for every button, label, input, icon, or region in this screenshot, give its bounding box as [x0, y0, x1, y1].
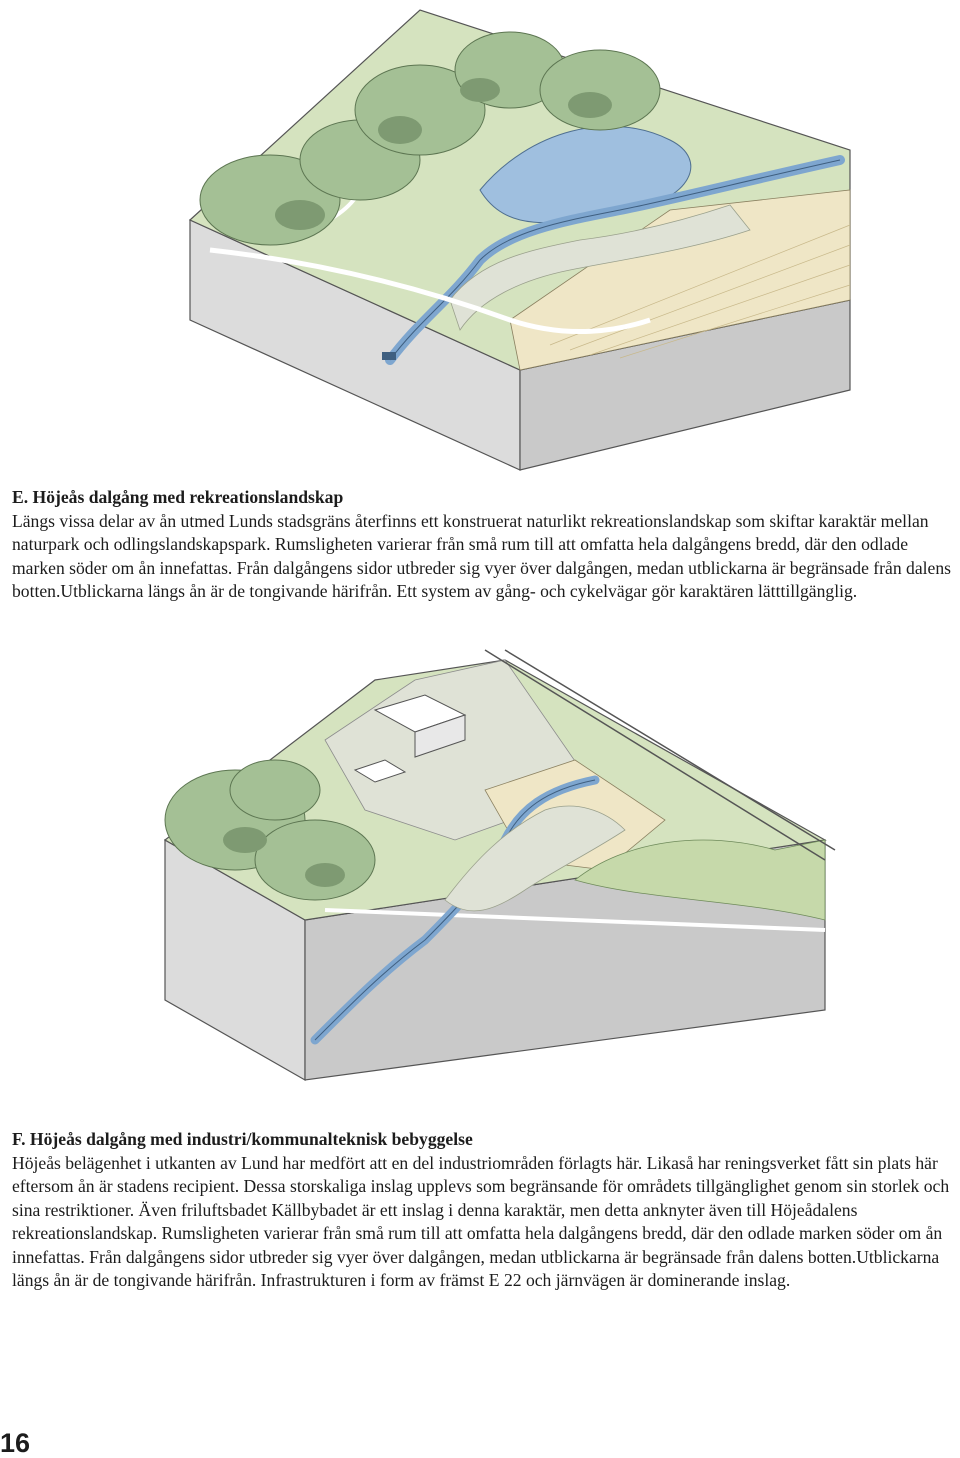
page-number: 16 [0, 1428, 31, 1458]
section-f-heading: F. Höjeås dalgång med industri/kommunalteknisk bebyggelse [12, 1129, 473, 1149]
landscape-illustration-f [125, 640, 870, 1130]
recreation-landscape-drawing [150, 0, 870, 480]
bridge [382, 352, 396, 360]
section-e-body: Längs vissa delar av ån utmed Lunds stadsgräns återfinns ett konstruerat naturlikt rekreationslandskap som skiftar karaktär mellan naturpark och odlingslandskapspark. Rumsligheten varierar från små rum till att omfatta hela dalgångens bredd, där den odlade marken söder om ån innefattas. Från dalgångens sidor utbreder sig vyer över dalgången, medan utblickarna är begränsade från dalens botten.Utblickarna längs ån är de tongivande härifrån. Ett system av gång- och cykelvägar gör karaktären lätttillgänglig. [12, 510, 951, 601]
landscape-illustration-e [150, 0, 870, 480]
section-f-body: Höjeås belägenhet i utkanten av Lund har medfört att en del industriområden förlagts här. Likaså har reningsverket fått sin plats här eftersom ån är stadens recipient. Dessa storskaliga inslag upplevs som begränsande för områdets tillgänglighet genom sin storlek och sina restriktioner. Även friluftsbadet Källbybadet är ett inslag i denna karaktär, men detta anknyter även till Höjeådalens rekreationslandskap. Rumsligheten varierar från små rum till att omfatta hela dalgångens bredd, där den odlade marken söder om ån innefattas. Från dalgångens sidor utbreder sig vyer över dalgången, medan utblickarna är begränsade från dalens botten.Utblickarna längs ån är de tongivande härifrån. Infrastrukturen i form av främst E 22 och järnvägen är dominerande inslag. [12, 1152, 950, 1290]
section-f [12, 1128, 952, 1293]
section-e-heading: E. Höjeås dalgång med rekreationslandskap [12, 487, 344, 507]
section-e [12, 486, 952, 604]
industrial-landscape-drawing [125, 640, 870, 1130]
